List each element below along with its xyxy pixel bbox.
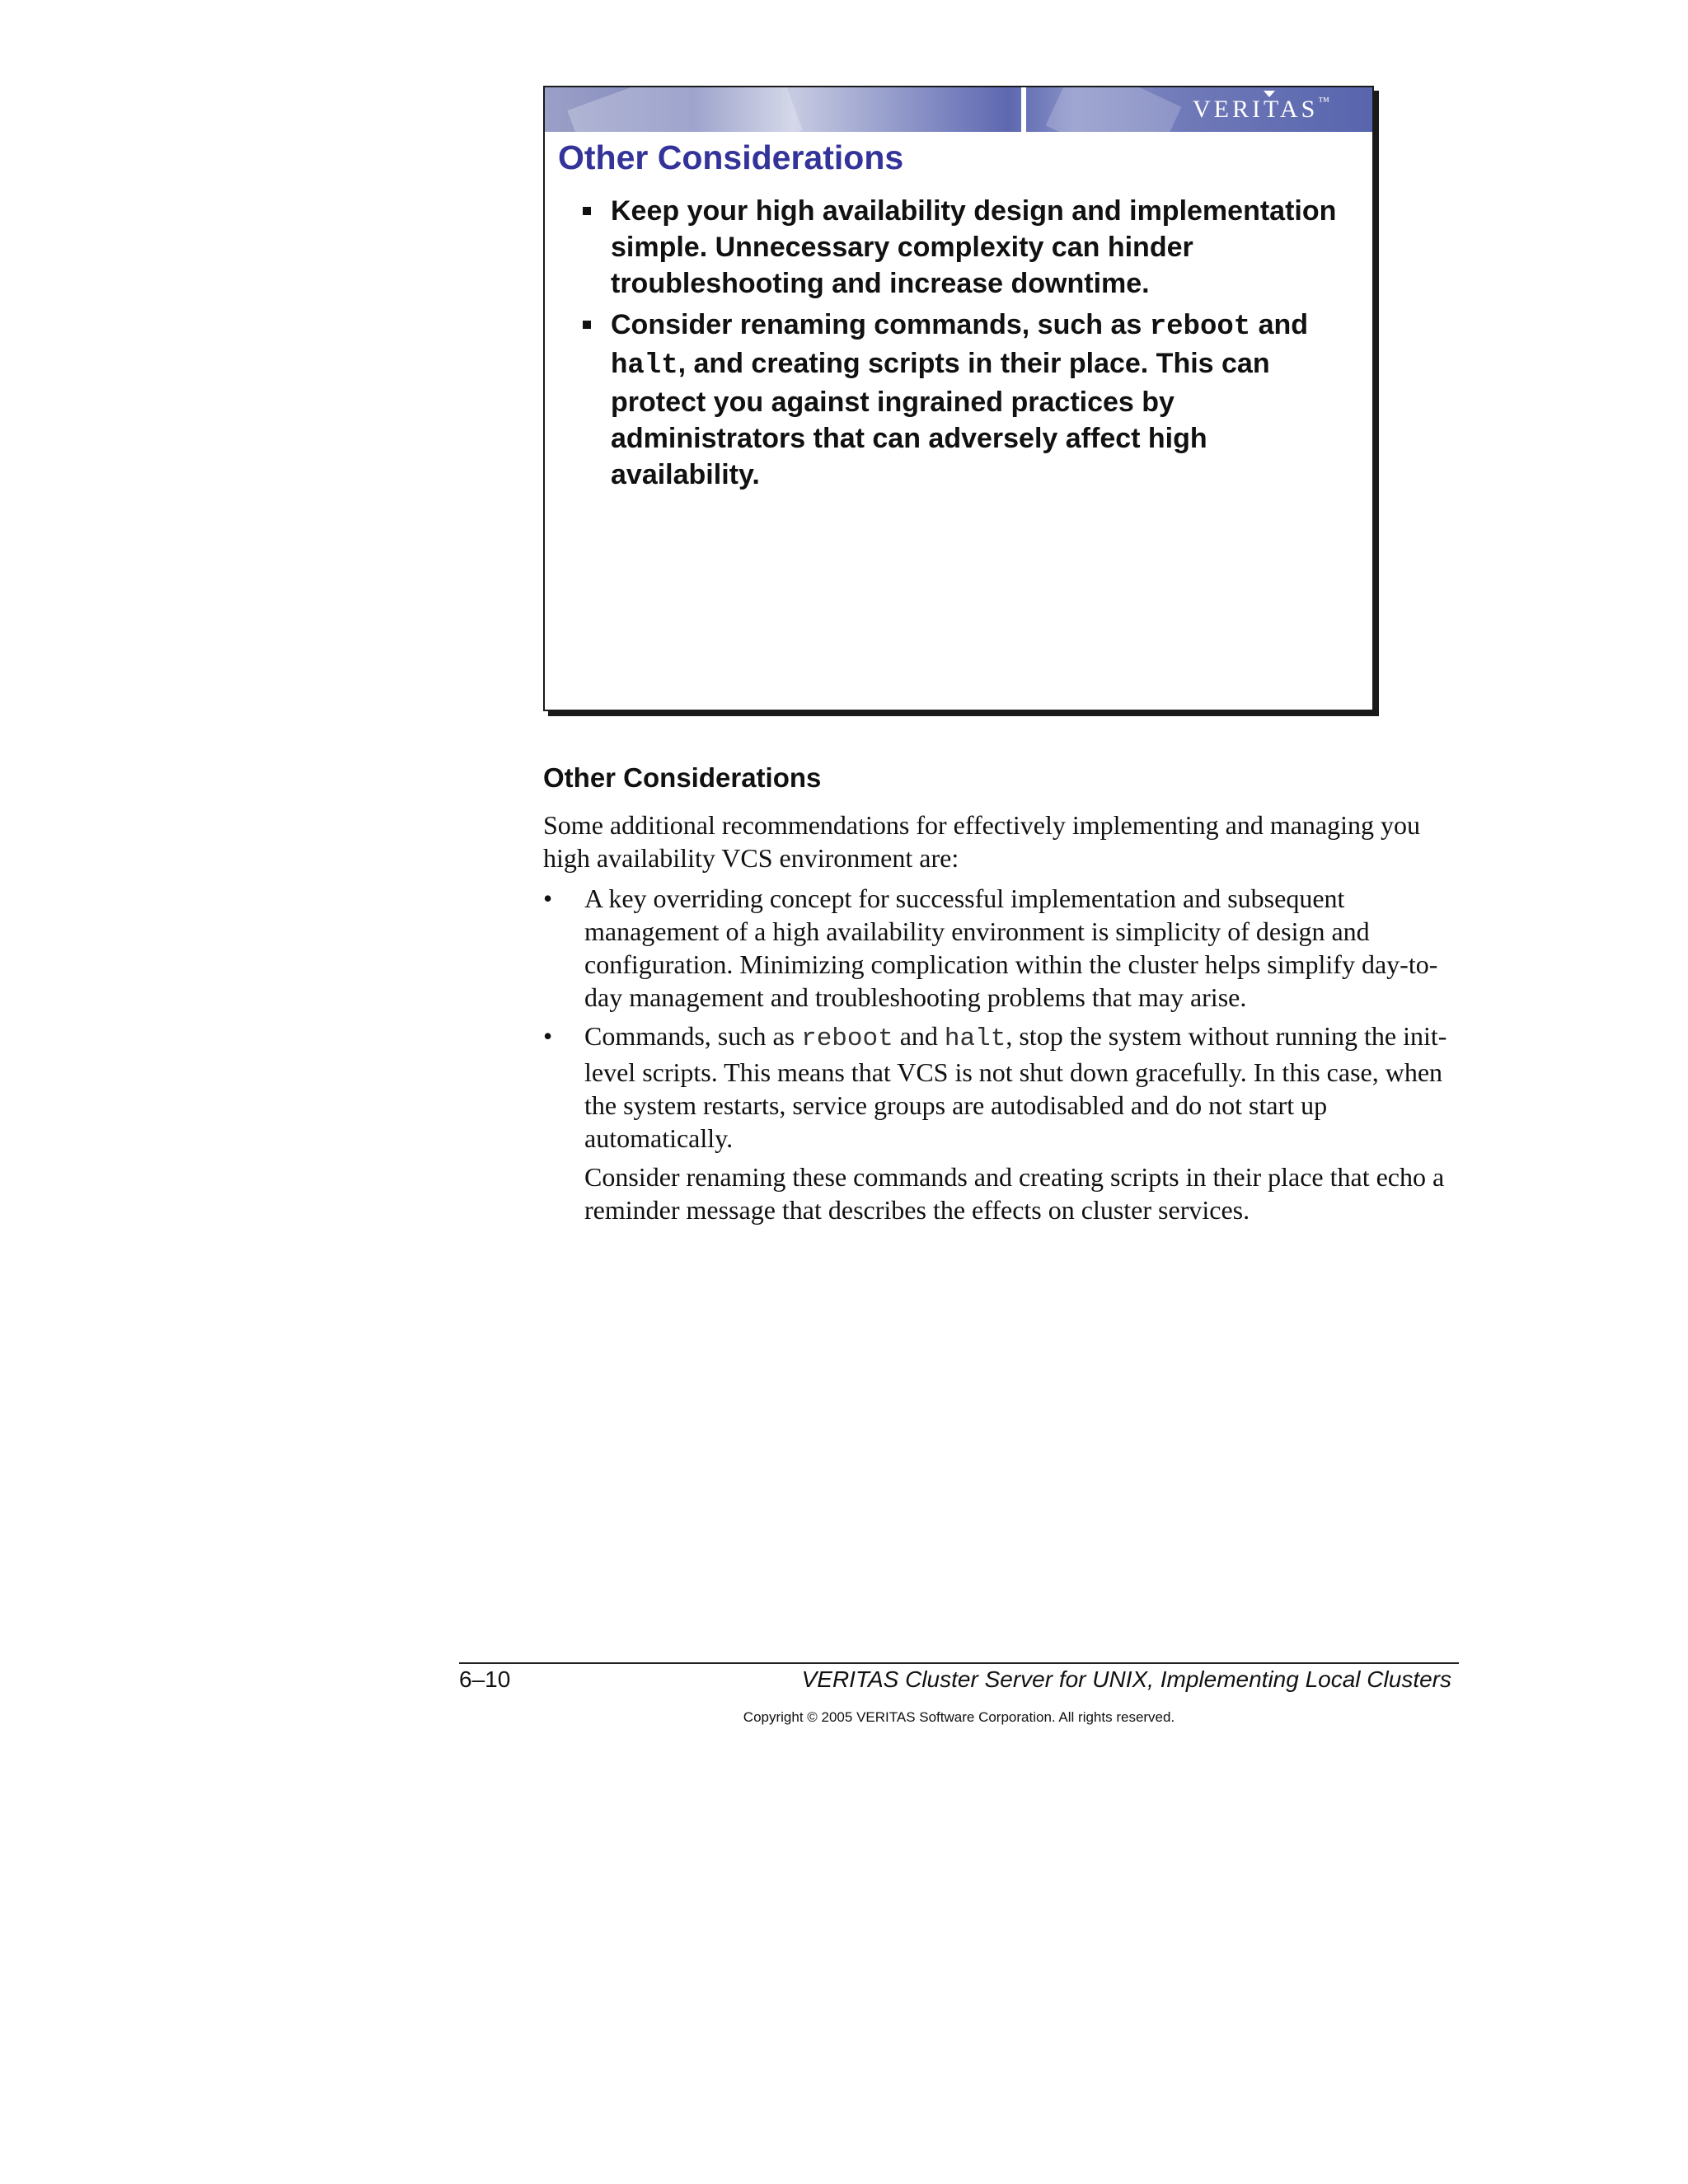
intro-paragraph: Some additional recommendations for effectively implementing and managing you high availability VCS environment are: (543, 810, 1421, 873)
slide-title: Other Considerations (558, 138, 904, 176)
page-number: 6–10 (459, 1666, 511, 1692)
slide-banner (545, 87, 1372, 132)
list-item: • Commands, such as reboot and halt, stop the system without running the init-level scripts. This means that VCS is not shut down gracefully. In this case, when the system restarts, service groups are autodisabled and do not start up automatically. Consider renaming these commands and creating scripts in their place that echo a reminder message that describes the effects on cluster services. (543, 1019, 1458, 1226)
square-bullet-icon (583, 207, 591, 215)
list-item: • A key overriding concept for successful implementation and subsequent management of a high availability environment is simplicity of design and configuration. Minimizing complication within the cluster helps simplify day-to-day management and troubleshooting problems that may arise. (543, 883, 1438, 1012)
banner-divider (1021, 87, 1026, 132)
banner-decoration (1046, 87, 1182, 132)
slide-bullet-list (611, 193, 1353, 498)
code-halt: halt (611, 350, 678, 382)
slide-frame (543, 86, 1374, 711)
slide-bullet: Consider renaming commands, such as reboot and halt, and creating scripts in their place. This can protect you against ingrained practices by administrators that can adversely affect high availability. (611, 307, 1353, 493)
code-reboot: reboot (801, 1024, 893, 1053)
square-bullet-icon (583, 321, 591, 329)
bullet-icon: • (543, 1021, 553, 1051)
code-reboot: reboot (1149, 312, 1251, 343)
footer-title: VERITAS Cluster Server for UNIX, Implementing Local Clusters (801, 1666, 1451, 1692)
copyright-notice: Copyright © 2005 VERITAS Software Corporation. All rights reserved. (743, 1709, 1175, 1725)
body-bullet-list (543, 882, 1458, 1232)
banner-decoration (567, 87, 802, 132)
list-item-continuation: Consider renaming these commands and creating scripts in their place that echo a reminder message that describes the effects on cluster services. (584, 1162, 1445, 1225)
section-heading: Other Considerations (543, 762, 822, 793)
footer-rule (459, 1662, 1459, 1664)
bullet-icon: • (543, 883, 553, 913)
veritas-logo: VERITAS™ (1193, 96, 1333, 123)
slide-bullet: Keep your high availability design and implementation simple. Unnecessary complexity can hinder troubleshooting and increase downtime. (611, 193, 1353, 302)
code-halt: halt (944, 1024, 1006, 1053)
